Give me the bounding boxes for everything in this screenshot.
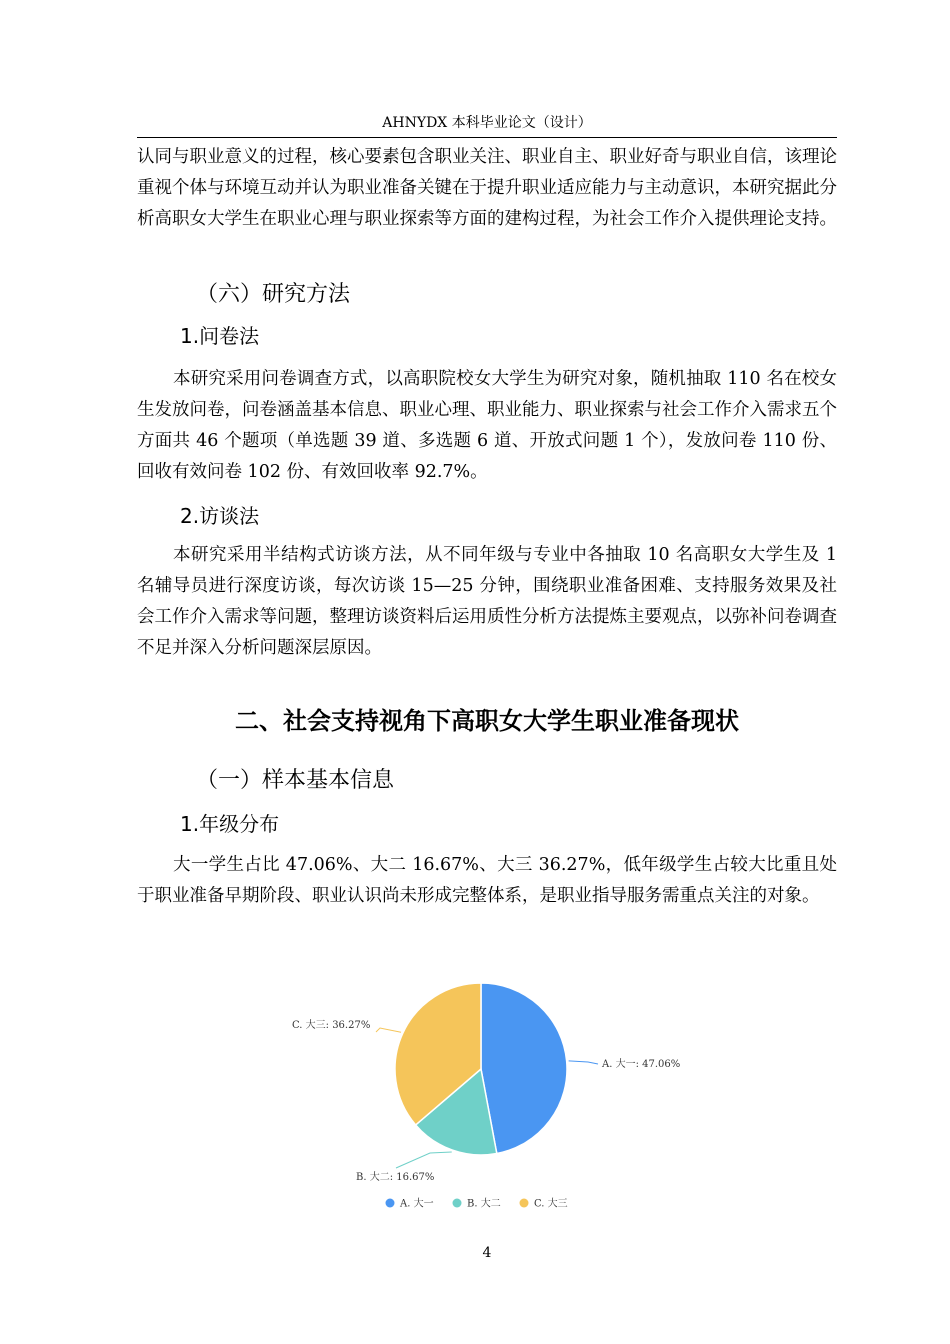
heading-sample-info: （一）样本基本信息 xyxy=(196,768,395,793)
paragraph-grade: 大一学生占比 47.06%、大二 16.67%、大三 36.27%，低年级学生占较大比重且处于职业准备早期阶段、职业认识尚未形成完整体系，是职业指导服务需重点关注的对象。 xyxy=(137,855,837,906)
running-header: AHNYDX 本科毕业论文（设计） xyxy=(382,115,592,131)
pie-data-label-2: B. 大二: 16.67% xyxy=(356,1172,435,1183)
chapter-heading: 二、社会支持视角下高职女大学生职业准备现状 xyxy=(235,707,739,735)
heading-interview: 2.访谈法 xyxy=(180,504,260,528)
header-rule xyxy=(137,137,837,138)
paragraph-theory: 认同与职业意义的过程，核心要素包含职业关注、职业自主、职业好奇与职业自信，该理论重视个体与环境互动并认为职业准备关键在于提升职业适应能力与主动意识，本研究据此分析高职女大学生在职业心理与职业探索等方面的建构过程，为社会工作介入提供理论支持。 xyxy=(137,147,837,229)
heading-grade-distribution: 1.年级分布 xyxy=(180,812,280,836)
legend-swatch-3 xyxy=(520,1199,529,1208)
legend-label-3: C. 大三 xyxy=(534,1198,568,1210)
pie-leader-line-2 xyxy=(396,1152,452,1168)
paragraph-questionnaire: 本研究采用问卷调查方式，以高职院校女大学生为研究对象，随机抽取 110 名在校女生发放问卷，问卷涵盖基本信息、职业心理、职业能力、职业探索与社会工作介入需求五个方面共 46 个题项（单选题 39 道、多选题 6 道、开放式问题 1 个），发放问卷 110 份、回收有效问卷 102 份、有效回收率 92.7%。 xyxy=(137,369,837,482)
paragraph-interview: 本研究采用半结构式访谈方法，从不同年级与专业中各抽取 10 名高职女大学生及 1 名辅导员进行深度访谈，每次访谈 15—25 分钟，围绕职业准备困难、支持服务效果及社会工作介入需求等问题，整理访谈资料后运用质性分析方法提炼主要观点，以弥补问卷调查不足并深入分析问题深层原因。 xyxy=(137,545,837,658)
legend-label-2: B. 大二 xyxy=(467,1198,501,1210)
legend-swatch-2 xyxy=(453,1199,462,1208)
pie-leader-line-1 xyxy=(569,1061,598,1064)
pie-data-label-3: C. 大三: 36.27% xyxy=(292,1020,371,1031)
pie-data-label-1: A. 大一: 47.06% xyxy=(602,1059,681,1070)
heading-questionnaire: 1.问卷法 xyxy=(180,324,260,348)
pie-slice-1 xyxy=(481,983,567,1154)
legend-swatch-1 xyxy=(386,1199,395,1208)
legend-label-1: A. 大一 xyxy=(400,1198,434,1210)
grade-pie-chart xyxy=(280,960,720,1220)
pie-leader-line-3 xyxy=(376,1028,401,1032)
heading-research-methods: （六）研究方法 xyxy=(196,282,351,307)
page-number: 4 xyxy=(482,1245,492,1261)
